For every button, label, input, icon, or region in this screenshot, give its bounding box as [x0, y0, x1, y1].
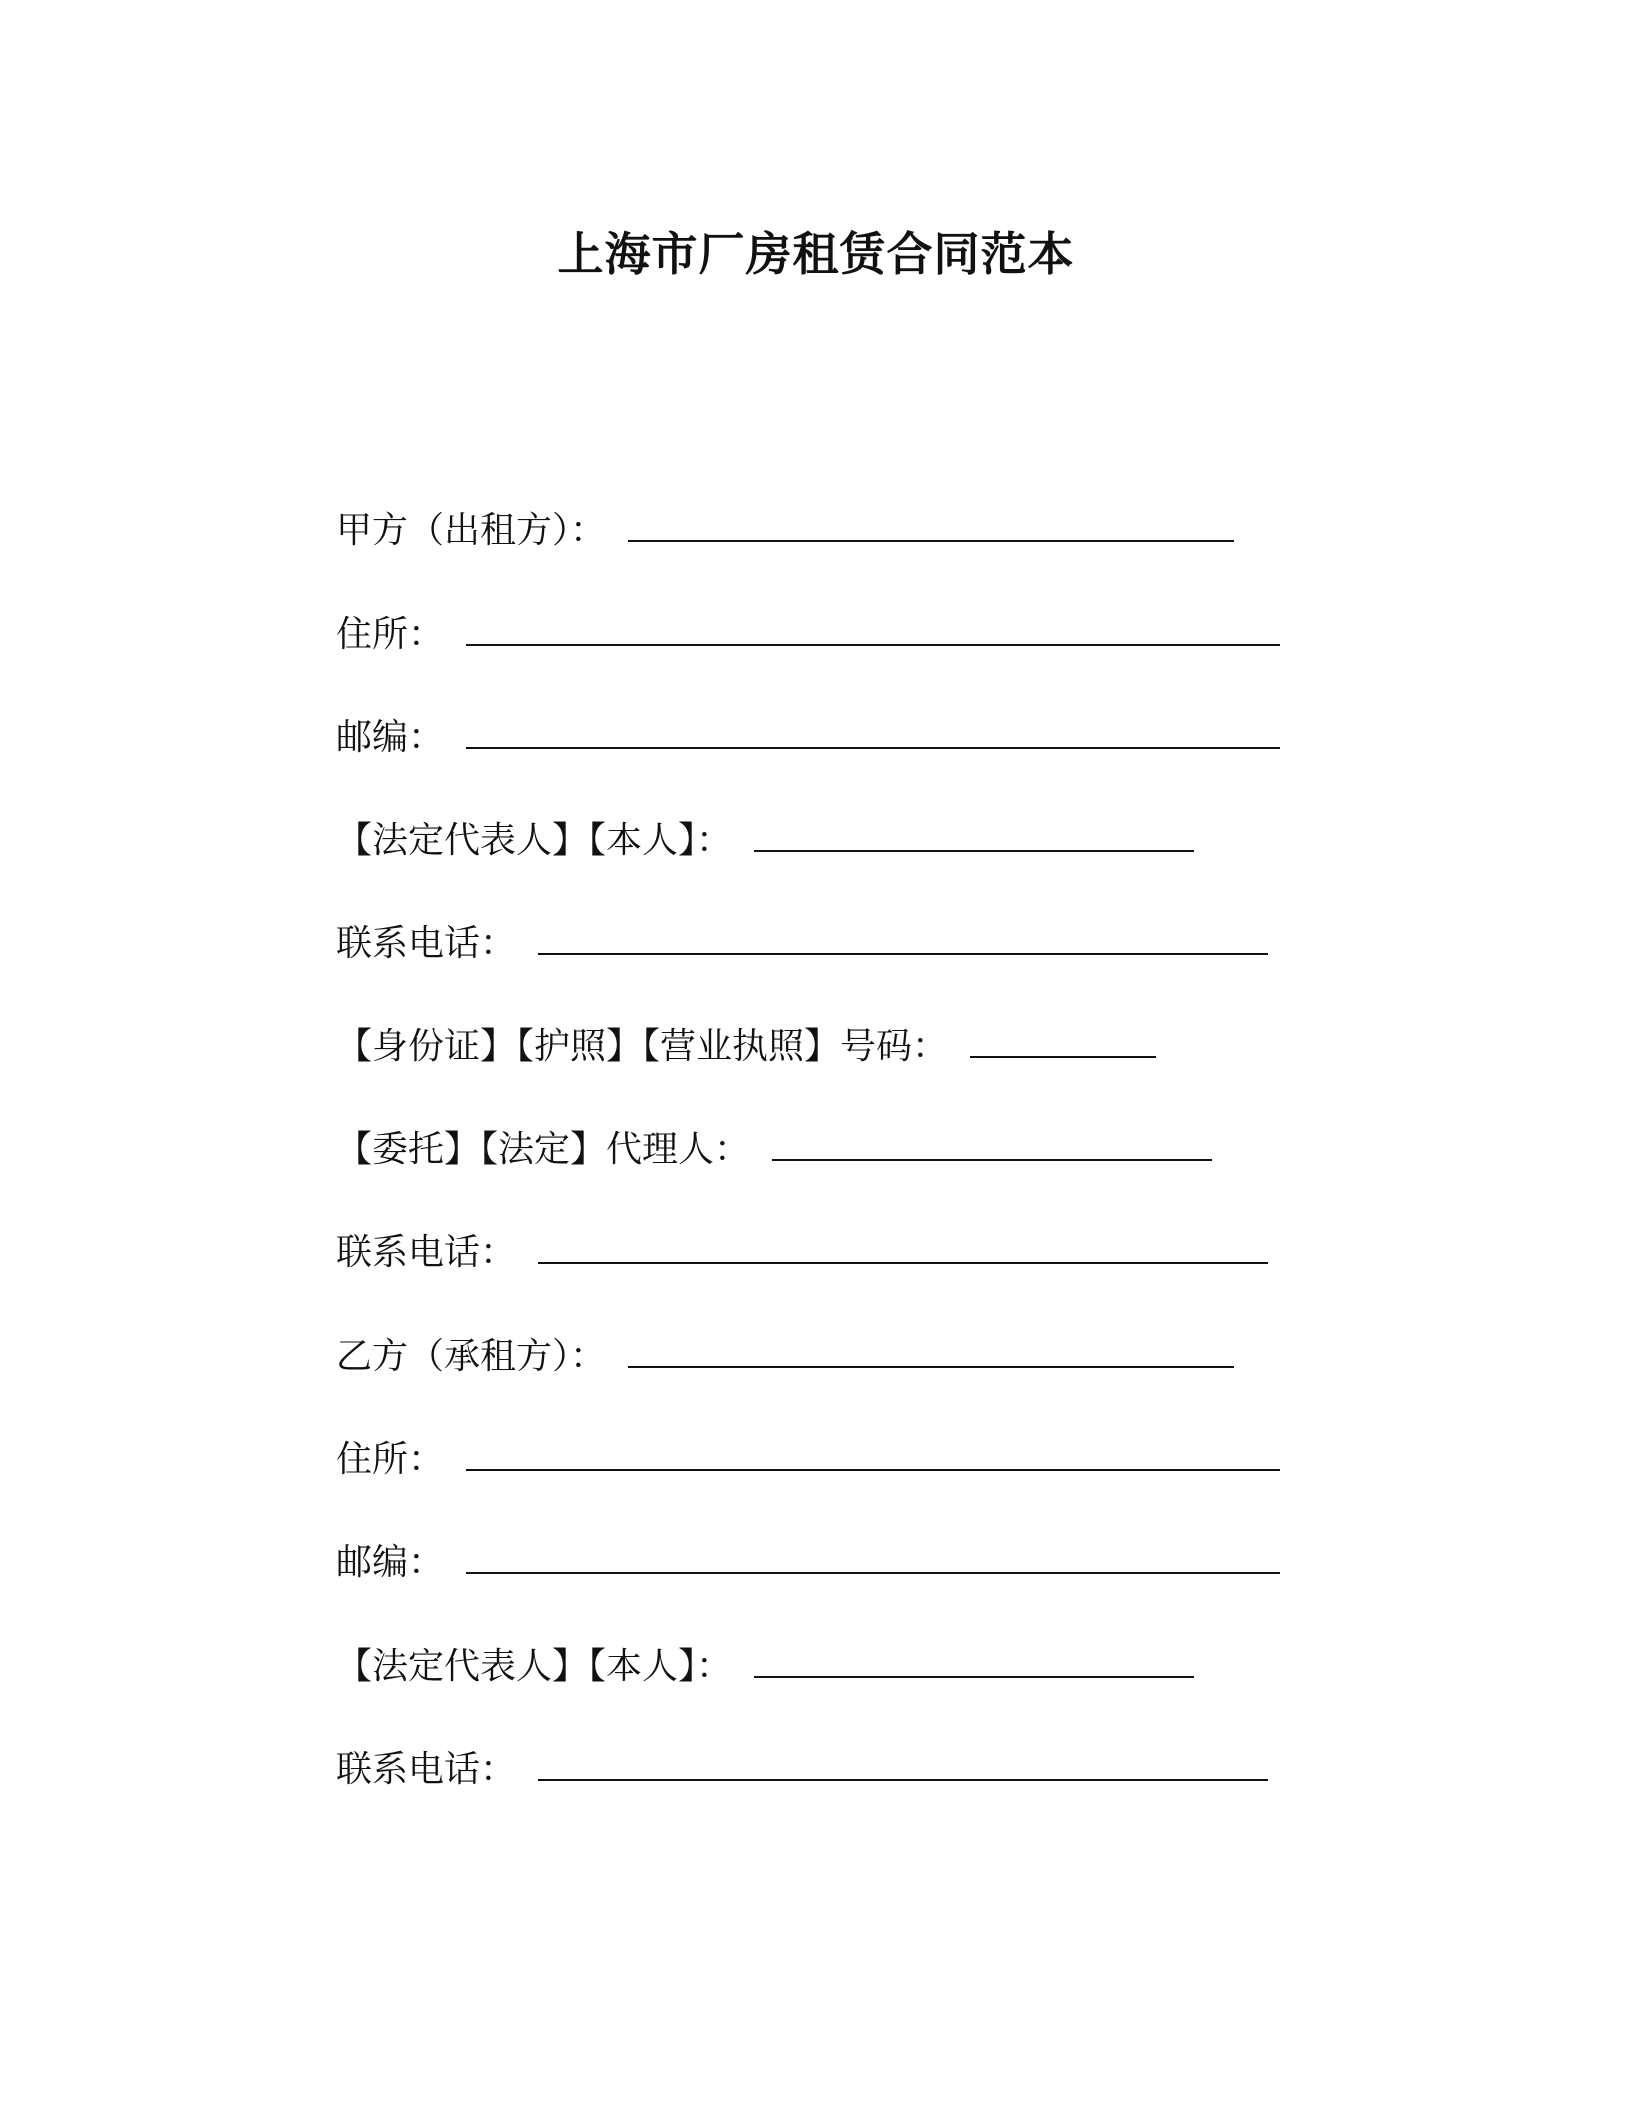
party-a-postcode-line	[336, 707, 1280, 757]
party-a-representative-blank[interactable]	[754, 810, 1194, 852]
party-a-phone-line	[336, 913, 1268, 963]
party-a-name-blank[interactable]	[628, 500, 1234, 542]
party-b-name-blank[interactable]	[628, 1326, 1234, 1368]
party-b-address-blank[interactable]	[466, 1429, 1280, 1471]
party-b-postcode-label: 邮编：	[336, 1542, 445, 1583]
party-b-representative-line	[336, 1636, 1194, 1686]
party-a-representative-label: 【法定代表人】【本人】：	[336, 820, 733, 861]
document-title: 上海市厂房租赁合同范本	[557, 227, 1075, 281]
party-a-name-label: 甲方（出租方）：	[336, 510, 607, 551]
party-a-agent-label: 【委托】【法定】代理人：	[336, 1129, 751, 1170]
party-b-phone-blank[interactable]	[538, 1739, 1268, 1781]
party-a-postcode-label: 邮编：	[336, 717, 445, 758]
party-a-id-number-blank[interactable]	[970, 1016, 1156, 1058]
party-b-phone-line	[336, 1739, 1268, 1789]
party-b-phone-label: 联系电话：	[336, 1749, 517, 1790]
party-b-representative-blank[interactable]	[754, 1636, 1194, 1678]
party-a-id-number-label: 【身份证】【护照】【营业执照】号码：	[336, 1026, 949, 1067]
party-b-address-line	[336, 1429, 1280, 1479]
party-a-agent-phone-blank[interactable]	[538, 1222, 1268, 1264]
party-a-name-line	[336, 500, 1234, 550]
party-b-postcode-line	[336, 1532, 1280, 1582]
party-a-agent-phone-label: 联系电话：	[336, 1232, 517, 1273]
party-b-address-label: 住所：	[336, 1439, 445, 1480]
party-a-address-blank[interactable]	[466, 604, 1280, 646]
party-b-representative-label: 【法定代表人】【本人】：	[336, 1646, 733, 1687]
party-a-id-number-line	[336, 1016, 1156, 1066]
party-b-postcode-blank[interactable]	[466, 1532, 1280, 1574]
party-a-phone-label: 联系电话：	[336, 923, 517, 964]
party-a-postcode-blank[interactable]	[466, 707, 1280, 749]
party-a-agent-line	[336, 1119, 1212, 1169]
party-a-phone-blank[interactable]	[538, 913, 1268, 955]
party-b-name-label: 乙方（承租方）：	[336, 1336, 607, 1377]
party-a-address-line	[336, 604, 1280, 654]
party-b-name-line	[336, 1326, 1234, 1376]
party-a-agent-blank[interactable]	[772, 1119, 1212, 1161]
party-a-representative-line	[336, 810, 1194, 860]
party-a-agent-phone-line	[336, 1222, 1268, 1272]
party-a-address-label: 住所：	[336, 614, 445, 655]
